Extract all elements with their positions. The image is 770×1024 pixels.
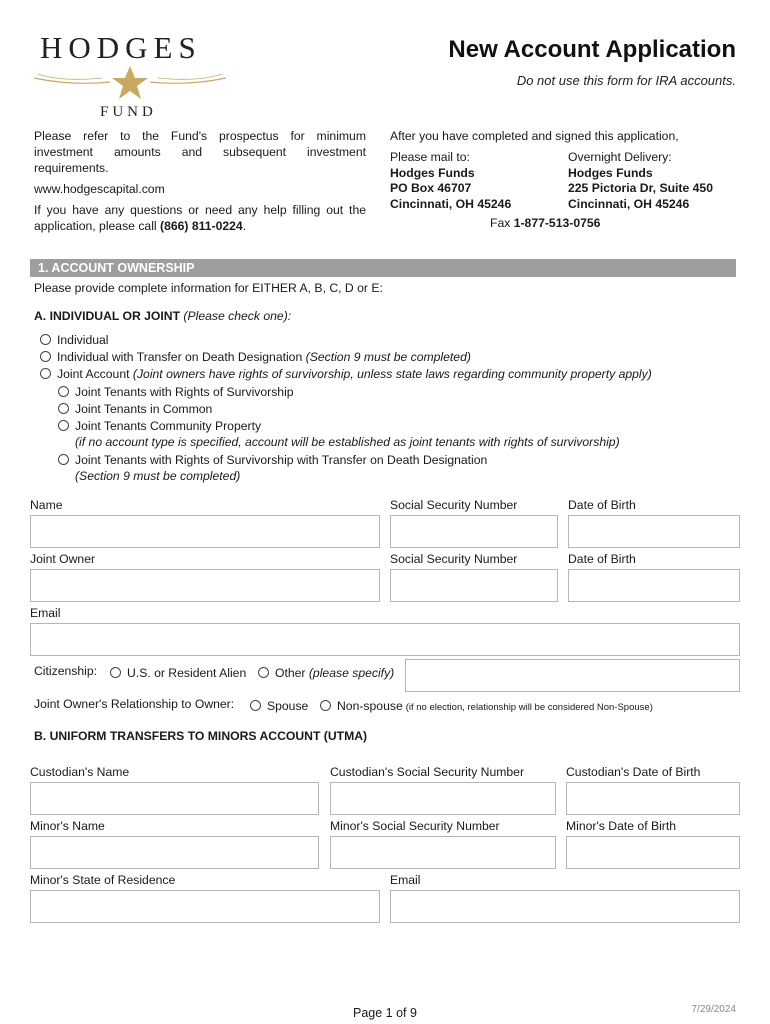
intro-prospectus: Please refer to the Fund's prospectus for minimum investment amounts and subsequent investment requirements. [34, 129, 366, 175]
ssn-label: Social Security Number [390, 498, 518, 512]
joint-ssn-input[interactable] [390, 569, 558, 602]
radio-circle-icon[interactable] [58, 403, 69, 414]
minor-name-label: Minor's Name [30, 819, 105, 833]
custodian-name-label: Custodian's Name [30, 765, 130, 779]
jtwros-tod-note: (Section 9 must be completed) [75, 469, 241, 483]
intro-help: If you have any questions or need any help filling out the application, please call (866) 811-0224. [34, 203, 366, 233]
custodian-dob-input[interactable] [566, 782, 740, 815]
revision-date: 7/29/2024 [691, 1004, 736, 1015]
custodian-ssn-input[interactable] [330, 782, 556, 815]
radio-circle-icon[interactable] [320, 700, 331, 711]
minor-state-input[interactable] [30, 890, 380, 923]
joint-dob-input[interactable] [568, 569, 740, 602]
radio-circle-icon[interactable] [110, 667, 121, 678]
joint-owner-label: Joint Owner [30, 552, 96, 566]
fax-number: Fax 1-877-513-0756 [490, 216, 601, 230]
radio-circle-icon[interactable] [58, 454, 69, 465]
logo-star-icon [32, 64, 228, 107]
joint-owner-input[interactable] [30, 569, 380, 602]
minor-dob-input[interactable] [566, 836, 740, 869]
dob-label: Date of Birth [568, 498, 636, 512]
dob-input[interactable] [568, 515, 740, 548]
radio-citizenship-other[interactable]: Other (please specify) [258, 666, 394, 680]
page-number: Page 1 of 9 [353, 1006, 417, 1020]
utma-email-input[interactable] [390, 890, 740, 923]
radio-spouse[interactable]: Spouse [250, 699, 308, 713]
radio-jtwros[interactable]: Joint Tenants with Rights of Survivorship [58, 385, 294, 399]
overnight-address: Overnight Delivery: Hodges Funds 225 Pictoria Dr, Suite 450 Cincinnati, OH 45246 [568, 150, 713, 211]
community-property-note: (if no account type is specified, account will be established as joint tenants with rights of survivorship) [75, 435, 620, 449]
mailing-intro: After you have completed and signed this application, [390, 129, 679, 143]
section-instruction: Please provide complete information for EITHER A, B, C, D or E: [34, 281, 383, 295]
custodian-name-input[interactable] [30, 782, 319, 815]
phone-number: (866) 811-0224 [160, 219, 243, 233]
utma-email-label: Email [390, 873, 421, 887]
logo-wordmark: HODGES [40, 30, 202, 65]
custodian-ssn-label: Custodian's Social Security Number [330, 765, 525, 779]
joint-dob-label: Date of Birth [568, 552, 636, 566]
radio-circle-icon[interactable] [58, 386, 69, 397]
radio-individual[interactable]: Individual [40, 333, 109, 347]
custodian-dob-label: Custodian's Date of Birth [566, 765, 701, 779]
name-label: Name [30, 498, 63, 512]
radio-circle-icon[interactable] [40, 368, 51, 379]
subsection-a-title: A. INDIVIDUAL OR JOINT (Please check one): [34, 309, 292, 323]
radio-circle-icon[interactable] [58, 420, 69, 431]
minor-dob-label: Minor's Date of Birth [566, 819, 677, 833]
radio-circle-icon[interactable] [40, 351, 51, 362]
radio-individual-tod[interactable]: Individual with Transfer on Death Designation (Section 9 must be completed) [40, 350, 471, 364]
radio-tenants-in-common[interactable]: Joint Tenants in Common [58, 402, 212, 416]
citizenship-other-input[interactable] [405, 659, 740, 692]
radio-circle-icon[interactable] [258, 667, 269, 678]
radio-nonspouse[interactable]: Non-spouse (if no election, relationship will be considered Non-Spouse) [320, 699, 653, 713]
name-input[interactable] [30, 515, 380, 548]
citizenship-label: Citizenship: [34, 664, 97, 678]
ssn-input[interactable] [390, 515, 558, 548]
logo-fund-text: FUND [100, 104, 157, 120]
email-input[interactable] [30, 623, 740, 656]
subsection-b-title: B. UNIFORM TRANSFERS TO MINORS ACCOUNT (UTMA) [34, 729, 368, 743]
minor-ssn-input[interactable] [330, 836, 556, 869]
page-subtitle: Do not use this form for IRA accounts. [516, 73, 736, 88]
radio-jtwros-tod[interactable]: Joint Tenants with Rights of Survivorship with Transfer on Death Designation [58, 453, 487, 467]
minor-ssn-label: Minor's Social Security Number [330, 819, 500, 833]
minor-state-label: Minor's State of Residence [30, 873, 176, 887]
section-header-account-ownership: 1. ACCOUNT OWNERSHIP [30, 259, 736, 277]
joint-ssn-label: Social Security Number [390, 552, 518, 566]
minor-name-input[interactable] [30, 836, 319, 869]
email-label: Email [30, 606, 61, 620]
relationship-label: Joint Owner's Relationship to Owner: [34, 697, 235, 711]
website-link[interactable]: www.hodgescapital.com [34, 182, 165, 196]
radio-community-property[interactable]: Joint Tenants Community Property [58, 419, 261, 433]
radio-us-resident[interactable]: U.S. or Resident Alien [110, 666, 246, 680]
radio-circle-icon[interactable] [250, 700, 261, 711]
radio-circle-icon[interactable] [40, 334, 51, 345]
mail-address: Please mail to: Hodges Funds PO Box 46707 Cincinnati, OH 45246 [390, 150, 512, 211]
radio-joint-account[interactable]: Joint Account (Joint owners have rights of survivorship, unless state laws regarding community property apply) [40, 367, 652, 381]
page-title: New Account Application [448, 36, 736, 63]
